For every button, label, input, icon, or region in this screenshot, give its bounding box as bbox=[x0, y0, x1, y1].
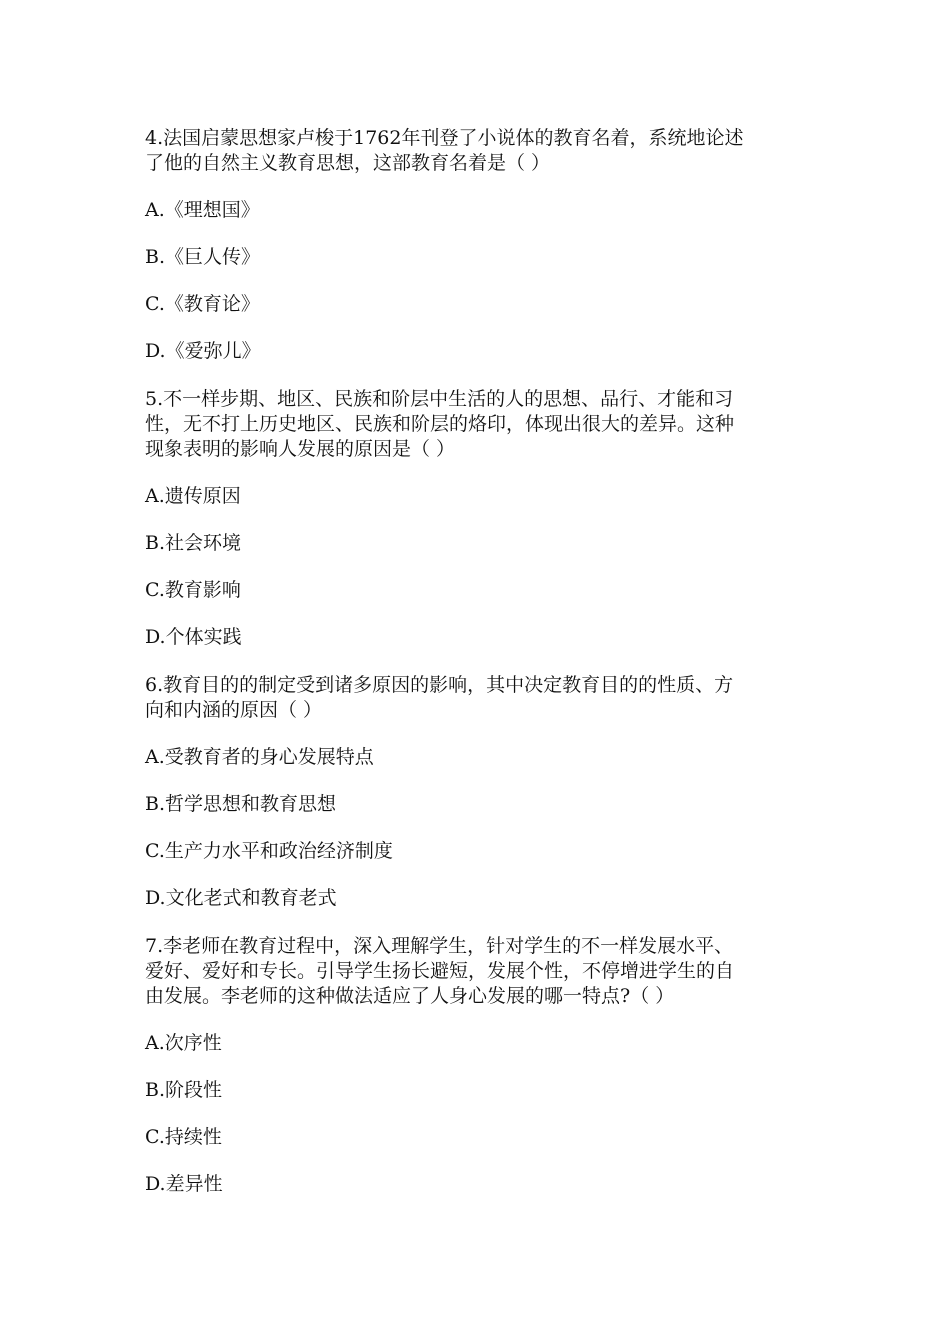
question-7-stem-line-1: 7.李老师在教育过程中，深入理解学生，针对学生的不一样发展水平、 bbox=[145, 935, 734, 957]
question-7-option-b: B.阶段性 bbox=[145, 1079, 223, 1101]
question-6-stem-line-1: 6.教育目的的制定受到诸多原因的影响，其中决定教育目的的性质、方 bbox=[145, 674, 734, 696]
question-6-option-a: A.受教育者的身心发展特点 bbox=[145, 746, 374, 768]
question-4-option-a: A.《理想国》 bbox=[145, 199, 260, 221]
question-5-option-d: D.个体实践 bbox=[145, 626, 242, 648]
question-4-option-b: B.《巨人传》 bbox=[145, 246, 261, 268]
question-6-option-c: C.生产力水平和政治经济制度 bbox=[145, 840, 393, 862]
question-6-option-d: D.文化老式和教育老式 bbox=[145, 887, 337, 909]
question-5-option-b: B.社会环境 bbox=[145, 532, 242, 554]
question-4-option-c: C.《教育论》 bbox=[145, 293, 260, 315]
question-6-option-b: B.哲学思想和教育思想 bbox=[145, 793, 337, 815]
question-5-option-a: A.遗传原因 bbox=[145, 485, 241, 507]
question-4-stem-line-2: 了他的自然主义教育思想，这部教育名着是（ ） bbox=[145, 152, 551, 174]
question-5-stem-line-3: 现象表明的影响人发展的原因是（ ） bbox=[145, 438, 456, 460]
question-7-option-d: D.差异性 bbox=[145, 1173, 223, 1195]
question-4-option-d: D.《爱弥儿》 bbox=[145, 340, 261, 362]
question-7-option-a: A.次序性 bbox=[145, 1032, 222, 1054]
question-5-stem-line-1: 5.不一样步期、地区、民族和阶层中生活的人的思想、品行、才能和习 bbox=[145, 388, 734, 410]
question-7-option-c: C.持续性 bbox=[145, 1126, 222, 1148]
question-6-stem-line-2: 向和内涵的原因（ ） bbox=[145, 699, 323, 721]
question-4-stem-line-1: 4.法国启蒙思想家卢梭于1762年刊登了小说体的教育名着，系统地论述 bbox=[145, 127, 744, 149]
question-5-stem-line-2: 性，无不打上历史地区、民族和阶层的烙印，体现出很大的差异。这种 bbox=[145, 413, 735, 435]
question-5-option-c: C.教育影响 bbox=[145, 579, 241, 601]
question-7-stem-line-3: 由发展。李老师的这种做法适应了人身心发展的哪一特点?（ ） bbox=[145, 985, 675, 1007]
question-7-stem-line-2: 爱好、爱好和专长。引导学生扬长避短，发展个性，不停增进学生的自 bbox=[145, 960, 735, 982]
